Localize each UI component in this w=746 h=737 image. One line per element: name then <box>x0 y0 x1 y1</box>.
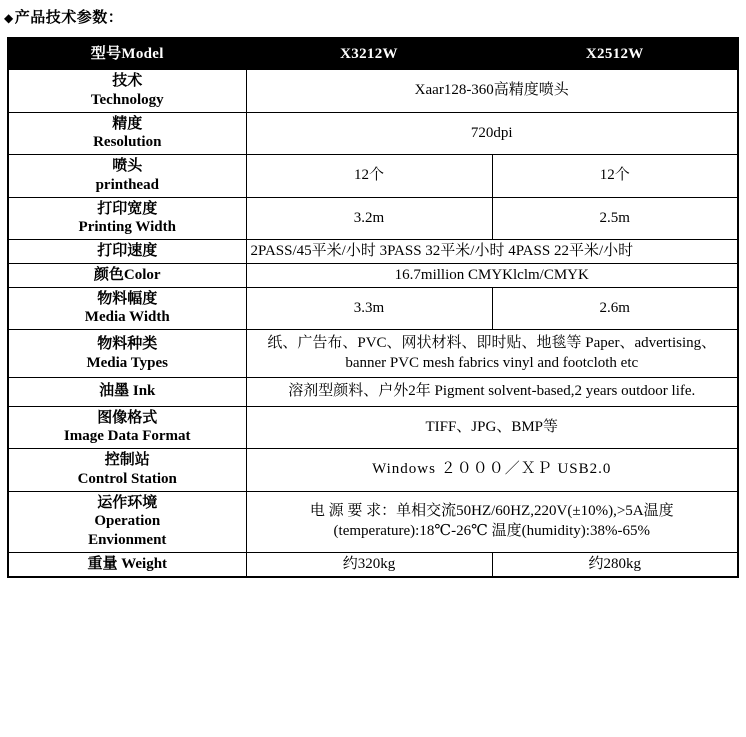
row-label-resolution <box>8 112 246 155</box>
bullet-icon: ◆ <box>4 11 14 25</box>
row-value-printhead-x2512w: 12个 <box>492 155 738 198</box>
row-label-en: Technology <box>90 91 164 108</box>
row-label-en: printhead <box>95 176 159 193</box>
row-label-media-width <box>8 287 246 330</box>
row-label-cn: 物料种类 <box>97 335 158 352</box>
column-header-x2512w: X2512W <box>492 38 738 70</box>
table-row <box>8 449 738 492</box>
column-header-model: 型号Model <box>8 38 246 70</box>
column-header-x3212w: X3212W <box>246 38 492 70</box>
page-title <box>0 0 746 31</box>
row-label-cn: 控制站 <box>104 452 150 468</box>
row-value-resolution: 720dpi <box>246 112 738 155</box>
row-value-printhead-x3212w: 12个 <box>246 155 492 198</box>
row-label-color: 颜色Color <box>8 263 246 287</box>
row-label-en: Control Station <box>77 470 177 487</box>
row-label-en: Printing Width <box>78 219 176 236</box>
row-label-cn: 技术 <box>112 73 143 89</box>
table-row <box>8 330 738 378</box>
row-label-cn: 打印宽度 <box>97 200 158 217</box>
row-value-operation-environment: 电 源 要 求：单相交流50HZ/60HZ,220V(±10%),>5A温度 (temperature):18℃-26℃ 温度(humidity):38%-65% <box>246 491 738 552</box>
row-label-printhead <box>8 155 246 198</box>
row-value-ink: 溶剂型颜料、户外2年 Pigment solvent-based,2 years outdoor life. <box>246 378 738 407</box>
row-label-en: Resolution <box>93 134 162 151</box>
row-label-media-types <box>8 330 246 378</box>
row-label-printing-speed: 打印速度 <box>8 240 246 264</box>
row-label-cn: 物料幅度 <box>97 290 158 307</box>
table-row <box>8 263 738 287</box>
row-label-en2: Envionment <box>88 532 167 548</box>
table-row <box>8 155 738 198</box>
table-row <box>8 406 738 449</box>
row-label-en: Media Width <box>84 309 170 326</box>
row-label-cn: 喷头 <box>112 158 143 174</box>
row-value-printing-width-x3212w: 3.2m <box>246 197 492 240</box>
table-header-row <box>8 38 738 70</box>
table-body <box>8 70 738 577</box>
row-label-cn: 精度 <box>112 115 143 132</box>
row-label-weight: 重量 Weight <box>8 552 246 576</box>
row-value-image-data-format: TIFF、JPG、BMP等 <box>246 406 738 449</box>
table-header <box>8 38 738 70</box>
specifications-table <box>7 37 739 578</box>
row-value-color: 16.7million CMYKlclm/CMYK <box>246 263 738 287</box>
row-label-technology <box>8 70 246 113</box>
row-label-en: Image Data Format <box>63 428 191 445</box>
row-label-control-station <box>8 449 246 492</box>
row-value-media-types: 纸、广告布、PVC、网状材料、即时贴、地毯等 Paper、advertising、banner PVC mesh fabrics vinyl and footcloth etc <box>246 330 738 378</box>
table-row <box>8 378 738 407</box>
table-row <box>8 287 738 330</box>
row-label-printing-width <box>8 197 246 240</box>
row-value-weight-x2512w: 约280kg <box>492 552 738 576</box>
row-value-technology: Xaar128-360高精度喷头 <box>246 70 738 113</box>
row-value-weight-x3212w: 约320kg <box>246 552 492 576</box>
row-value-printing-speed: 2PASS/45平米/小时 3PASS 32平米/小时 4PASS 22平米/小时 <box>246 240 738 264</box>
table-row <box>8 491 738 552</box>
table-row <box>8 240 738 264</box>
row-label-image-data-format <box>8 406 246 449</box>
table-row <box>8 112 738 155</box>
row-label-en: Operation <box>94 513 161 530</box>
row-value-control-station: Windows ２０００／ＸＰ USB2.0 <box>246 449 738 492</box>
table-row <box>8 552 738 576</box>
row-label-cn: 运作环境 <box>97 494 158 511</box>
row-value-media-width-x3212w: 3.3m <box>246 287 492 330</box>
row-value-printing-width-x2512w: 2.5m <box>492 197 738 240</box>
row-label-cn: 图像格式 <box>97 409 158 426</box>
table-row <box>8 70 738 113</box>
row-label-operation-environment <box>8 491 246 552</box>
page-title-text: 产品技术参数： <box>14 10 124 26</box>
row-label-ink: 油墨 Ink <box>8 378 246 407</box>
table-row <box>8 197 738 240</box>
row-label-en: Media Types <box>86 354 169 371</box>
row-value-media-width-x2512w: 2.6m <box>492 287 738 330</box>
